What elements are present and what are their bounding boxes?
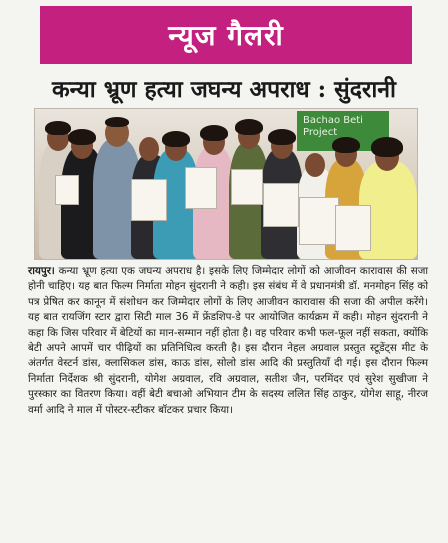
- photo-hair: [371, 137, 403, 157]
- photo-hair: [268, 129, 296, 145]
- photo-face: [305, 153, 325, 177]
- held-poster: [263, 183, 299, 227]
- article-body: [28, 264, 428, 418]
- photo-hair: [45, 121, 71, 135]
- photo-hair: [105, 117, 129, 127]
- photo-hair: [235, 119, 263, 135]
- held-poster: [55, 175, 79, 205]
- article-headline: कन्या भ्रूण हत्या जघन्य अपराध : सुंदरानी: [51, 76, 397, 103]
- held-poster: [185, 167, 217, 209]
- news-photo: [34, 108, 418, 260]
- article-text: कन्या भ्रूण हत्या एक जघन्य अपराध है। इसके लिए जिम्मेदार लोगों को आजीवन कारावास की सजा होनी चाहिए। यह बात फिल्म निर्माता मोहन सुंदरानी ने कही। इस संबंध में वे प्रधानमंत्री डॉ. मनमोहन सिंह को पत्र प्रेषित कर कानून में संशोधन कर जिम्मेदार लोगों के लिए आजीवन कारावास की सजा की अपील करेंगे। यह बात रायजिंग स्टार द्वारा सिटी माल 36 में फ्रेंडशिप-डे पर आयोजित कार्यक्रम में कही। मोहन सुंदरानी ने कहा कि जिस परिवार में बेटियों का मान-सम्मान नहीं होता है। वह परिवार कभी फल-फूल नहीं सकता, क्योंकि बेटी अपने आपमें चार पीढ़ियों का प्रतिनिधित्व करती है। इस दौरान नेहल अग्रवाल प्रस्तुत स्टूडेंट्स मीट के अंतर्गत वेस्टर्न डांस, क्लासिकल डांस, काऊ डांस, सोलो डांस आदि की प्रस्तुतियाँ दी गई। इस दौरान फिल्म निर्माता निर्देशक श्री सुंदरानी, योगेश अग्रवाल, रवि अग्रवाल, सतीश जैन, परमिंदर एवं सुरेश सुखीजा ने पुरस्कार का वितरण किया। वहीं बेटी बचाओ अभियान टीम के सदस्य ललित सिंह ठाकुर, योगेश साहू, नीरज वर्मा आदि ने माल में पोस्टर-स्टीकर बॉटकर प्रचार किया।: [28, 265, 428, 416]
- held-poster: [299, 197, 339, 245]
- photo-face: [139, 137, 159, 161]
- photo-hair: [162, 131, 190, 147]
- dateline: रायपुर।: [28, 265, 55, 277]
- photo-hair: [332, 137, 360, 153]
- held-poster: [231, 169, 263, 205]
- held-poster: [335, 205, 371, 251]
- held-poster: [131, 179, 167, 221]
- event-banner-sign: Bachao Beti Project: [297, 111, 389, 151]
- photo-hair: [200, 125, 228, 141]
- photo-hair: [68, 129, 96, 145]
- section-banner: [40, 6, 412, 64]
- section-title: न्यूज गैलरी: [168, 19, 284, 52]
- article-paragraph: [28, 264, 428, 418]
